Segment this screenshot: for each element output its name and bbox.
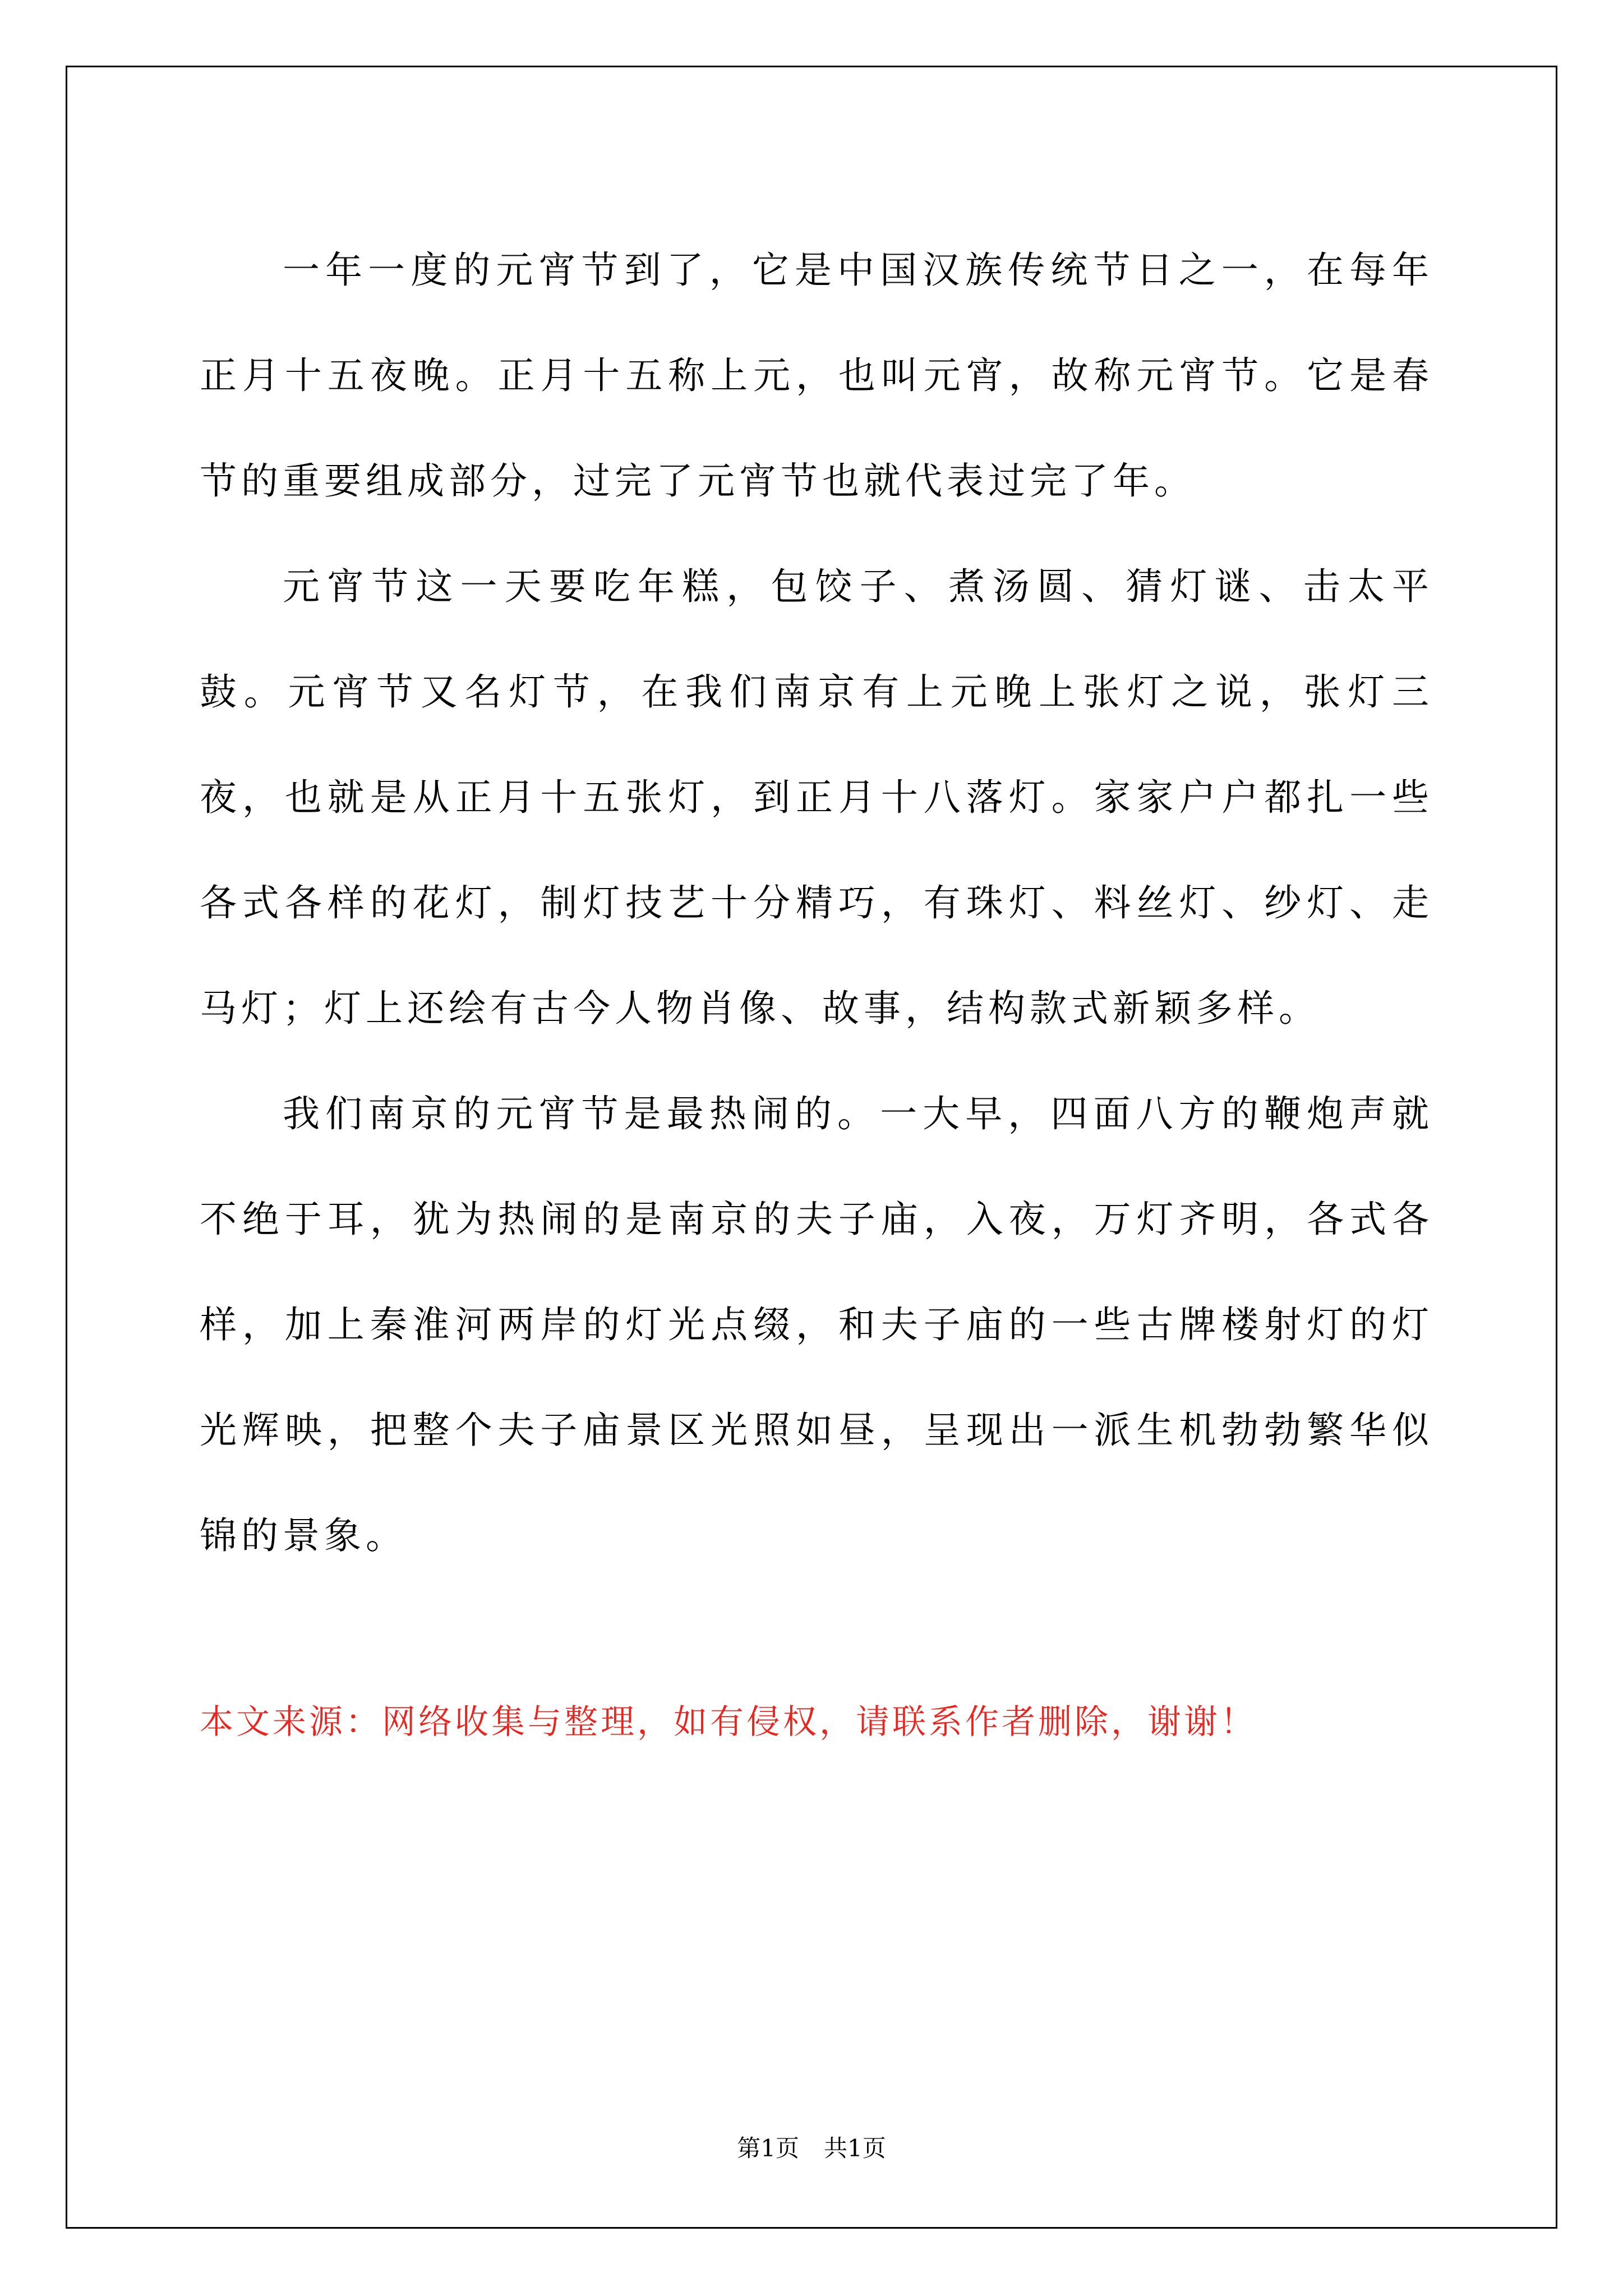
source-disclaimer: 本文来源：网络收集与整理，如有侵权，请联系作者删除，谢谢！ <box>200 1703 1257 1742</box>
paragraph-2: 元宵节这一天要吃年糕，包饺子、煮汤圆、猜灯谜、击太平鼓。元宵节又名灯节，在我们南京有上元晚上张灯之说，张灯三夜，也就是从正月十五张灯，到正月十八落灯。家家户户都扎一些各式各样的花灯，制灯技艺十分精巧，有珠灯、料丝灯、纱灯、走马灯；灯上还绘有古今人物肖像、故事，结构款式新颖多样。 <box>200 565 1433 1030</box>
paragraph-1: 一年一度的元宵节到了，它是中国汉族传统节日之一，在每年正月十五夜晚。正月十五称上元，也叫元宵，故称元宵节。它是春节的重要组成部分，过完了元宵节也就代表过完了年。 <box>200 249 1433 503</box>
page-footer <box>0 2132 1623 2165</box>
paragraph-3: 我们南京的元宵节是最热闹的。一大早，四面八方的鞭炮声就不绝于耳，犹为热闹的是南京的夫子庙，入夜，万灯齐明，各式各样，加上秦淮河两岸的灯光点缀，和夫子庙的一些古牌楼射灯的灯光辉映，把整个夫子庙景区光照如昼，呈现出一派生机勃勃繁华似锦的景象。 <box>200 1092 1433 1557</box>
page-total: 共1页 <box>824 2134 886 2162</box>
document-body <box>200 218 1433 1589</box>
page-number: 第1页 <box>737 2134 799 2162</box>
